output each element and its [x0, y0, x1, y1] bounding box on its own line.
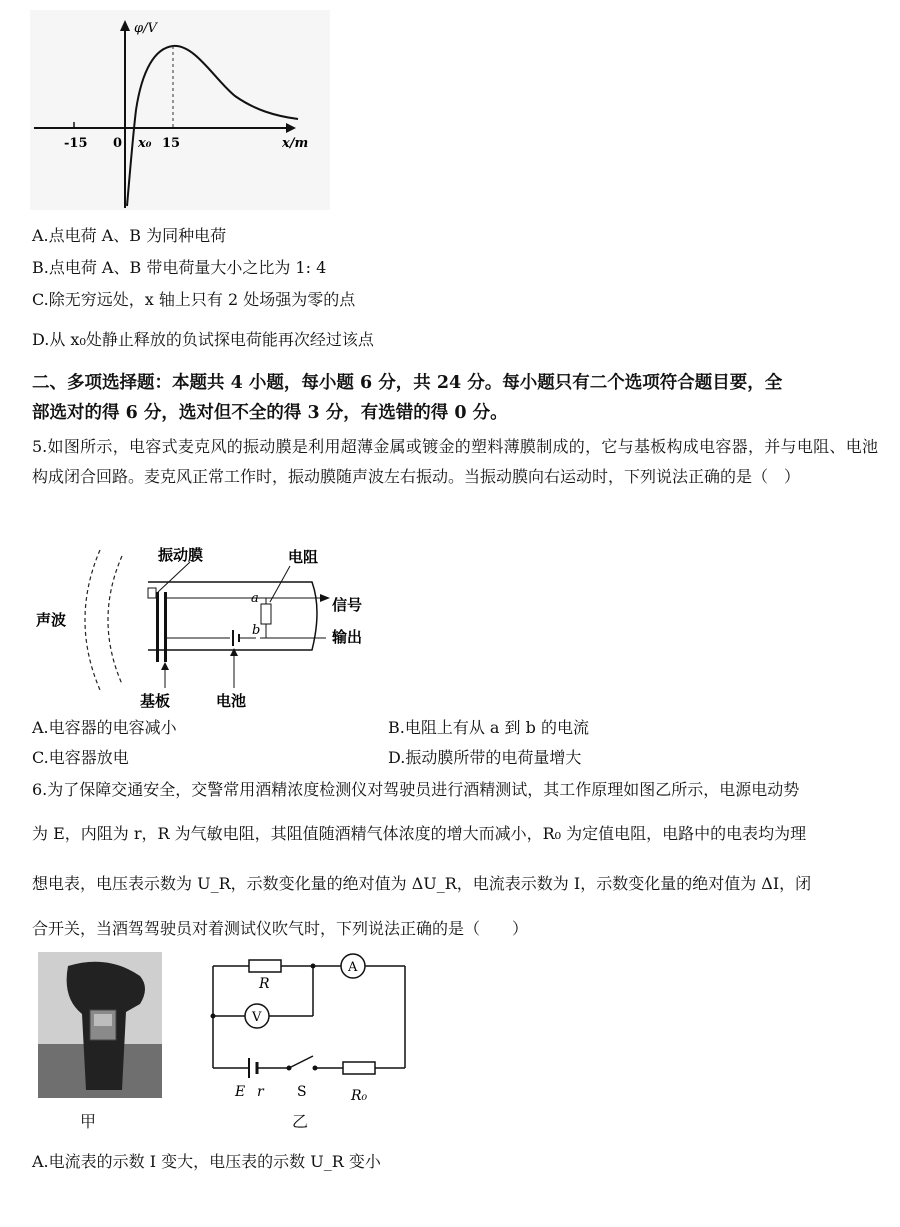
resistor-R [249, 960, 281, 972]
q6-line3: 想电表，电压表示数为 U_R，示数变化量的绝对值为 ΔU_R，电流表示数为 I，示数变化量的绝对值为 ΔI，闭 [32, 874, 812, 893]
battery-label: 电池 [216, 692, 247, 710]
y-axis-label: φ/V [134, 21, 157, 36]
label-voltmeter: V [252, 1010, 262, 1025]
section2-title-line1: 二、多项选择题：本题共 4 小题，每小题 6 分，共 24 分。每小题只有二个选项符合题目要，全 [32, 373, 783, 393]
resistor [261, 604, 271, 624]
circuit-diagram [205, 950, 415, 1110]
q5-option-a: A.电容器的电容减小 [32, 718, 177, 737]
q4-option-a: A.点电荷 A、B 为同种电荷 [32, 226, 227, 245]
signal-label-1: 信号 [332, 596, 363, 614]
section2-title-line2: 部选对的得 6 分，选对但不全的得 3 分，有选错的得 0 分。 [32, 403, 508, 423]
x-axis-label: x/m [282, 136, 309, 151]
q6-line4: 合开关，当酒驾驾驶员对着测试仪吹气时，下列说法正确的是（ ） [32, 919, 529, 938]
q5-option-b: B.电阻上有从 a 到 b 的电流 [388, 718, 589, 737]
q6-line2: 为 E，内阻为 r，R 为气敏电阻，其阻值随酒精气体浓度的增大而减小，R₀ 为定值电阻，电路中的电表均为理 [32, 824, 807, 843]
q6-line1: 6.为了保障交通安全，交警常用酒精浓度检测仪对驾驶员进行酒精测试，其工作原理如图乙所示，电源电动势 [32, 780, 800, 799]
label-R0: R₀ [351, 1088, 368, 1104]
signal-label-2: 输出 [332, 628, 363, 646]
caption-jia: 甲 [80, 1112, 97, 1131]
resistor-R0 [343, 1062, 375, 1074]
sound-label: 声波 [36, 611, 67, 629]
point-a-label: a [251, 591, 259, 606]
membrane-label: 振动膜 [158, 546, 204, 564]
base-plate [164, 592, 167, 662]
switch-S [291, 1056, 313, 1067]
resistor-label: 电阻 [288, 548, 319, 566]
q5-option-c: C.电容器放电 [32, 748, 129, 767]
q4-option-d: D.从 x₀处静止释放的负试探电荷能再次经过该点 [32, 330, 374, 349]
point-b-label: b [252, 623, 261, 638]
tick-15: 15 [162, 136, 181, 151]
membrane-plate [156, 592, 159, 662]
tick-0: 0 [113, 136, 123, 151]
base-label: 基板 [140, 692, 171, 710]
q6-option-a: A.电流表的示数 I 变大，电压表的示数 U_R 变小 [32, 1152, 381, 1171]
tick-neg15: -15 [64, 136, 88, 151]
tick-x0: x₀ [138, 136, 152, 151]
microphone-diagram [30, 540, 370, 710]
label-R: R [259, 976, 270, 992]
label-ammeter: A [348, 960, 358, 975]
q5-option-d: D.振动膜所带的电荷量增大 [388, 748, 582, 767]
label-S: S [297, 1084, 307, 1100]
label-r: r [257, 1084, 264, 1100]
q5-stem: 5.如图所示，电容式麦克风的振动膜是利用超薄金属或镀金的塑料薄膜制成的，它与基板构成电容器，并与电阻、电池构成闭合回路。麦克风正常工作时，振动膜随声波左右振动。当振动膜向右运动时，下列说法正确的是（ ） [32, 437, 878, 486]
q4-option-c: C.除无穷远处，x 轴上只有 2 处场强为零的点 [32, 290, 356, 309]
potential-graph [30, 10, 330, 210]
caption-yi: 乙 [292, 1112, 309, 1131]
breathalyzer-photo [38, 952, 162, 1098]
q4-option-b: B.点电荷 A、B 带电荷量大小之比为 1: 4 [32, 258, 327, 277]
label-E: E [235, 1084, 246, 1100]
